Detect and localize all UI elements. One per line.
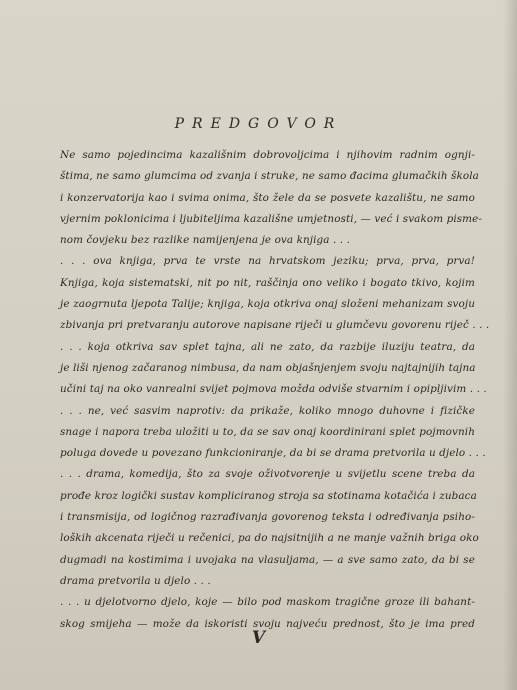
text-line: vjernim poklonicima i ljubiteljima kazališne umjetnosti, — već i svakom pisme- [60,212,482,225]
page-number: V [251,628,266,648]
text-line: . . . u djelotvorno djelo, koje — bilo pod maskom tragične groze ili bahant- [60,596,475,609]
text-line: . . . drama, komedija, što za svoje oživotvorenje u svijetlu scene treba da [60,468,475,481]
page-edge-shadow [503,0,517,690]
text-line: učini taj na oko vanrealni svijet pojmova možda odviše stvarnim i opipljivim . . . [60,383,487,396]
preface-text [60,145,490,635]
text-line: zbivanja pri pretvaranju autorove napisane riječi u glumčevu govorenu riječ . . . [60,319,490,332]
text-line: je zaogrnuta ljepota Talije; knjiga, koja otkriva onaj složeni mehanizam svoju [60,298,475,311]
text-line: loških akcenata riječi u rečenici, pa do najsitnijih a ne manje važnih briga oko [60,532,479,545]
text-line: Ne samo pojedincima kazališnim dobrovoljcima i njihovim radnim ognji- [60,149,475,161]
text-line: poluga dovede u povezano funkcioniranje, da bi se drama pretvorila u djelo . . . [60,447,486,460]
text-line: dugmadi na kostimima i uvojaka na vlasuljama, — a sve samo zato, da bi se [60,553,475,566]
text-line: Knjiga, koja sistematski, nit po nit, raščinja ono veliko i bogato tkivo, kojim [60,276,475,289]
text-line: . . . ova knjiga, prva te vrste na hrvatskom jeziku; prva, prva, prva! [60,255,475,268]
text-line: drama pretvorila u djelo . . . [60,574,211,587]
text-line: skog smijeha — može da iskoristi svoju najveću prednost, što je ima pred [60,617,475,630]
text-line: je liši njenog začaranog nimbusa, da nam objašnjenjem svoju najtajnijih tajna [60,361,476,374]
text-line: štima, ne samo glumcima od zvanja i struke, ne samo đacima glumačkih škola [60,170,479,183]
text-line: nom čovjeku bez razlike namijenjena je ova knjiga . . . [60,234,350,247]
page-title: PREDGOVOR [174,116,343,132]
text-line: . . . ne, već sasvim naprotiv: da prikaže, koliko mnogo duhovne i fizičke [60,404,475,417]
text-line: snage i napora treba uložiti u to, da se sav onaj koordinirani splet pojmovnih [60,425,475,438]
text-line: prođe kroz logički sustav kompliciranog stroja sa stotinama kotačića i zubaca [60,489,477,502]
text-line: i konzervatorija kao i svima onima, što žele da se posvete kazalištu, ne samo [60,191,475,204]
text-line: . . . koja otkriva sav splet tajna, ali ne zato, da razbije iluziju teatra, da [60,340,475,353]
text-line: i transmisija, od logičnog razrađivanja govorenog teksta i određivanja psiho- [60,511,475,524]
